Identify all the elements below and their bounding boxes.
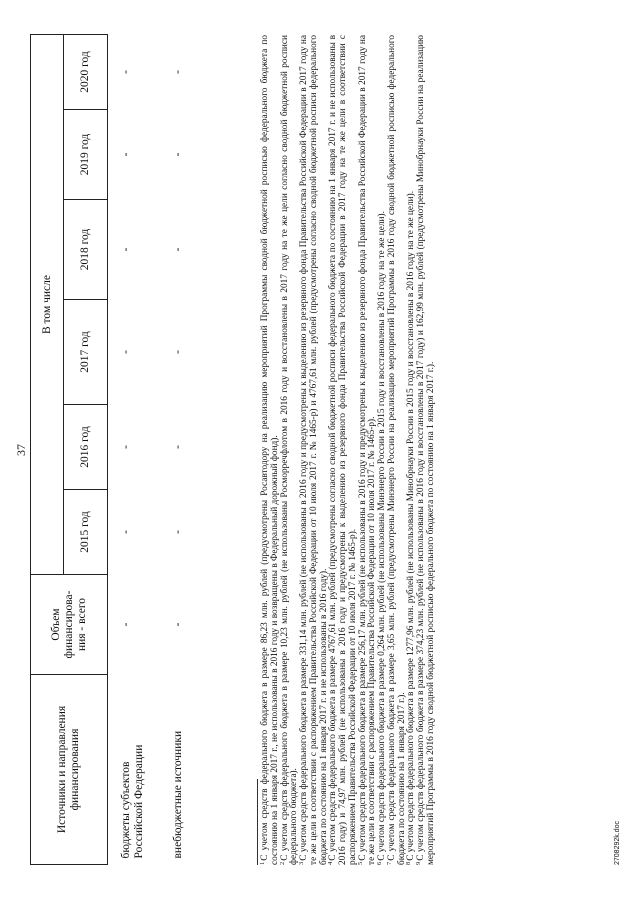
footnote (300, 35, 329, 865)
row-label-line: бюджеты субъектов (120, 761, 132, 859)
table-cell: - (172, 247, 184, 252)
footnote-number: 3 (298, 861, 305, 865)
header-year: 2018 год (64, 200, 108, 300)
footnote-number: 9 (415, 861, 422, 865)
row-label-line: внебюджетные источники (172, 730, 184, 859)
header-total-volume (31, 575, 108, 675)
header-year: 2016 год (64, 405, 108, 490)
header-including: В том числе (31, 35, 64, 575)
table-row (108, 35, 173, 865)
footnote-text: С учетом средств федерального бюджета в размере 256,17 млн. рублей (не использованы в 2016 году и предусмотрены к выделению из резервного фонда Правительства Российской Федерации в 2017 году на те же цели в соответствии с распоряжением Правительства Российской Федерации от 10 июля 2017 г. № 1465-р). (357, 35, 378, 865)
table-header-row (31, 35, 64, 865)
financing-table (30, 34, 196, 865)
footnote-text: С учетом средств федерального бюджета в размере 4767,61 млн. рублей (предусмотрены согласно сводной бюджетной росписи федерального бюджета по состоянию на 1 января 2017 г. и не использованы в 2016 году) и 74,97 млн. рублей (не использованы в 2016 году и предусмотрены к выделению из резервного фонда Правительства Российской Федерации в 2017 году на те же цели в соответствии с распоряжением Правительства Российской Федерации от 10 июля 2017 г. № 1465-р). (328, 35, 358, 865)
header-volume-line: ния - всего (75, 597, 88, 652)
header-volume-line: Объем (49, 608, 62, 641)
file-name-footer: 2708292k.doc (614, 821, 621, 865)
footnote-number: 4 (327, 861, 335, 865)
footnote (356, 35, 379, 865)
row-label (172, 675, 196, 865)
table-cell: - (120, 622, 132, 627)
footnote-number: 7 (385, 861, 393, 865)
footnote-text: С учетом средств федерального бюджета в размере 331,14 млн. рублей (не использованы в 2016 году и предусмотрены к выделению из резервного фонда Правительства Российской Федерации в 2017 году на те же цели в соответствии с распоряжением Правительства Российской Федерации от 10 июля 2017 г. № 1465-р) и 4767,61 млн. рублей (предусмотрены согласно сводной бюджетной росписи федерального бюджета по состоянию на 1 января 2017 г. и не использованы в 2016 году). (299, 35, 329, 865)
footnote-separator (257, 779, 258, 865)
footnote-text: С учетом средств федерального бюджета в размере 10,23 млн. рублей (не использованы Росморречфлотом в 2016 году и восстановлены в 2017 году на те же цели согласно сводной бюджетной росписи федерального бюджета). (279, 35, 300, 865)
table-cell: - (172, 622, 184, 627)
footnote-text: С учетом средств федерального бюджета в размере 1277,96 млн. рублей (не использованы Минобрнауки России в 2015 году и восстановлены в 2016 году на те же цели). (406, 190, 417, 861)
table-cell: - (120, 350, 132, 354)
footnotes (261, 35, 437, 865)
footnote-text: С учетом средств федерального бюджета в размере 3,65 млн. рублей (предусмотрены Минэнерго России на реализацию мероприятий Программы в 2016 году сводной бюджетной росписью федерального бюджета по состоянию на 1 января 2017 г.). (386, 35, 407, 865)
footnote (329, 35, 358, 865)
footnote-text: С учетом средств федерального бюджета в размере 0,264 млн. рублей (не использованы Минэнерго России в 2015 году и восстановлены в 2016 году на те же цели). (377, 211, 387, 861)
table-row (172, 35, 196, 865)
header-volume-line: финансирова- (62, 590, 75, 659)
header-year: 2015 год (64, 490, 108, 575)
footnote (278, 35, 301, 865)
footnote (417, 35, 437, 865)
table-cell: - (172, 530, 184, 534)
footnote-number: 5 (356, 861, 364, 865)
table-cell: - (172, 70, 184, 74)
table-cell: - (120, 530, 132, 534)
footnote-text: С учетом средств федерального бюджета в размере 374,23 млн. рублей (не использованы в 2016 году и восстановлены в 2017 году) и 162,99 млн. рублей (предусмотрены Минобрнауки России на реализацию мероприятий Программы в 2016 году сводной бюджетной росписью федерального бюджета по состоянию на 1 января 2017 г.). (416, 35, 436, 865)
table-cell: - (172, 152, 184, 157)
footnote-number: 2 (278, 861, 286, 865)
table-cell: - (120, 445, 132, 449)
row-label-line: Российской Федерации (133, 744, 145, 859)
header-year: 2017 год (64, 300, 108, 405)
footnote (261, 35, 281, 865)
header-sources: Источники и направления финансирования (31, 675, 108, 865)
footnote-text: С учетом средств федерального бюджета в размере 86,23 млн. рублей (предусмотрены Росавтодору на реализацию мероприятий Программы сводной бюджетной росписью федерального бюджета по состоянию на 1 января 2017 г., не использованы в 2016 году и возвращены в Федеральный дорожный фонд). (260, 35, 280, 865)
table-cell: - (120, 70, 132, 74)
table-cell: - (120, 152, 132, 157)
table-cell: - (120, 247, 132, 252)
table-cell: - (172, 445, 184, 449)
table-cell: - (172, 350, 184, 354)
footnote-number: 6 (376, 861, 383, 865)
header-year: 2019 год (64, 110, 108, 200)
page-number: 37 (14, 444, 28, 456)
header-year: 2020 год (64, 35, 108, 110)
footnote (385, 35, 408, 865)
row-label (108, 675, 173, 865)
footnote-number: 8 (405, 861, 413, 865)
footnote-number: 1 (259, 861, 266, 865)
